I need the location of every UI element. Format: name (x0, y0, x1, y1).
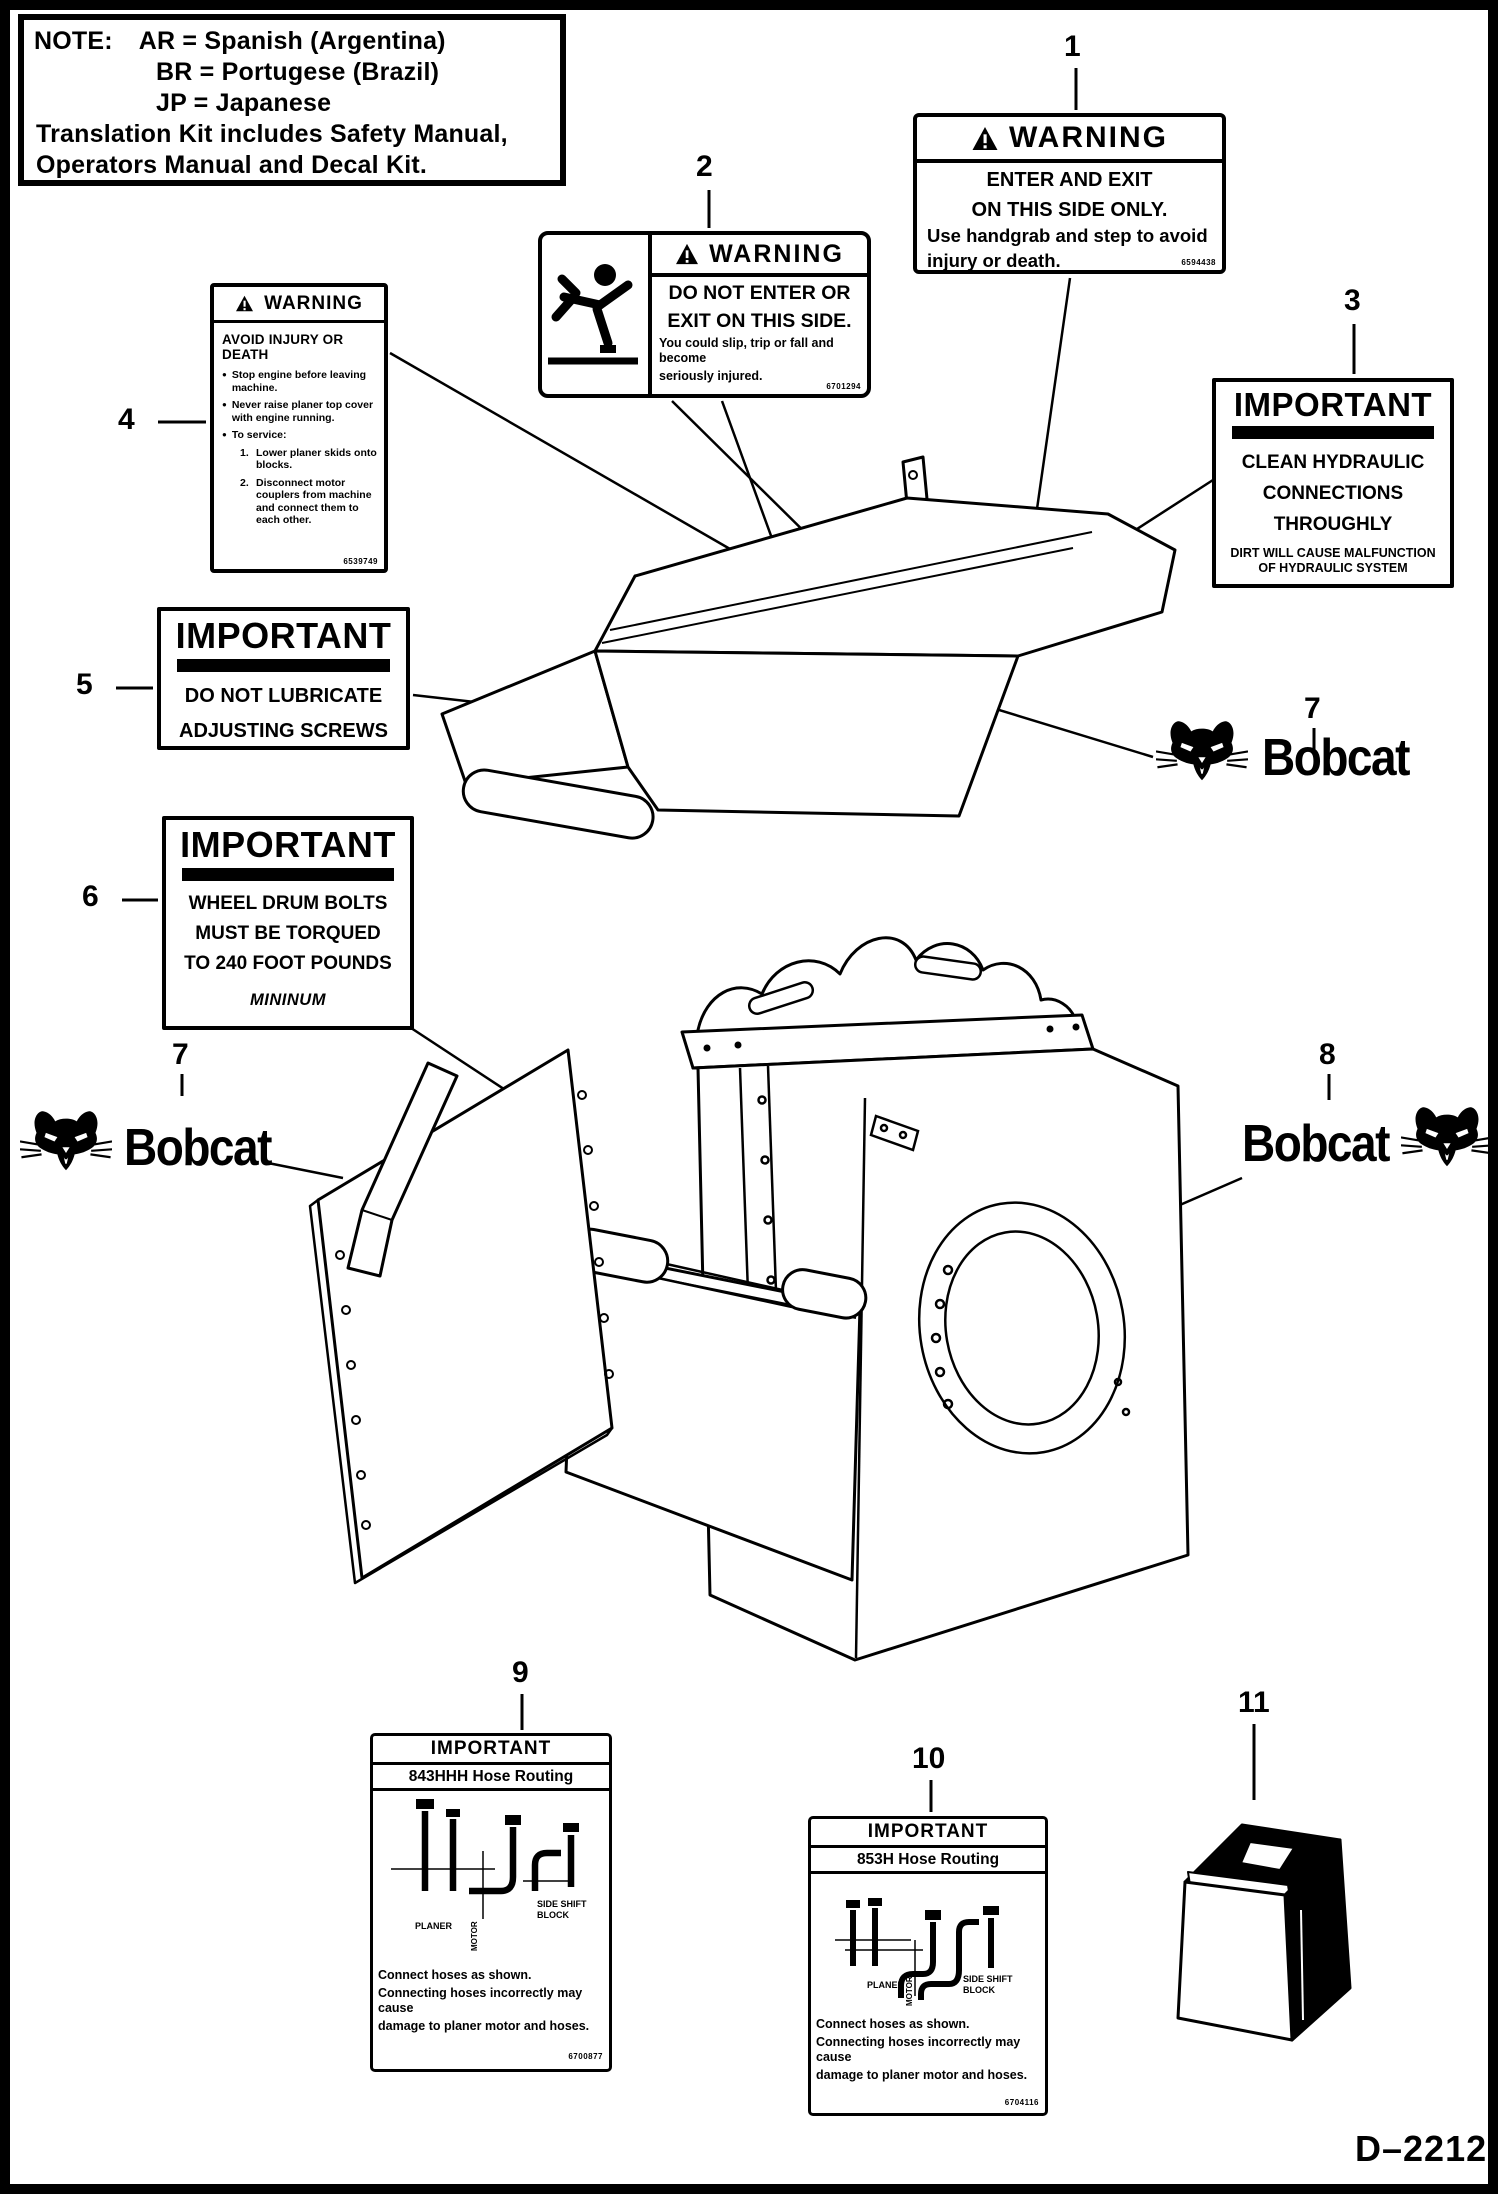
decal-header-text: WARNING (264, 292, 363, 314)
hose-label-planer: PLANER (415, 1921, 453, 1931)
step-text: Lower planer skids onto blocks. (256, 446, 377, 471)
callout-9: 9 (512, 1656, 529, 1689)
decal-bullet: ● Stop engine before leaving machine. (231, 369, 367, 394)
decal-line: ENTER AND EXIT (986, 169, 1153, 191)
decal-note-line: Connect hoses as shown. (378, 1968, 532, 1982)
bobcat-logo-7-right (1156, 716, 1409, 787)
decal-part-number: 6539749 (343, 557, 378, 566)
decal-line: seriously injured. (659, 369, 763, 383)
decal-header-text: IMPORTANT (1233, 386, 1433, 423)
decal-header-text: WARNING (1009, 121, 1168, 154)
decal-line: WHEEL DRUM BOLTS (188, 893, 388, 914)
decal-note-line: Connecting hoses incorrectly may cause (816, 2034, 1021, 2064)
step-number: 2. (240, 476, 249, 489)
divider-bar (1232, 426, 1434, 439)
bobcat-wordmark: Bobcat (1242, 1113, 1389, 1173)
decal-hose-routing-843 (370, 1733, 612, 2072)
decal-important-do-not-lubricate (157, 607, 410, 750)
front-plate-drawing (565, 1225, 869, 1580)
hose-label-block: BLOCK (963, 1985, 995, 1995)
decal-line: TO 240 FOOT POUNDS (184, 953, 392, 974)
hose-label-motor: MOTOR (470, 1921, 479, 1951)
decal-note-line: Connect hoses as shown. (816, 2017, 970, 2031)
decal-line: OF HYDRAULIC SYSTEM (1258, 561, 1408, 575)
step-number: 1. (240, 446, 249, 459)
step-text: Disconnect motor couplers from machine and connect them to each other. (256, 476, 372, 526)
decal-header-text: WARNING (709, 239, 844, 268)
decal-warning-enter-exit (913, 113, 1226, 274)
decal-header-text: IMPORTANT (180, 824, 396, 865)
callout-7b: 7 (172, 1038, 189, 1071)
decal-hose-routing-853 (808, 1816, 1048, 2116)
hose-routing-diagram (373, 1791, 609, 1961)
callout-11: 11 (1238, 1686, 1270, 1719)
decal-part-number: 6700877 (568, 2052, 603, 2061)
decal-line: EXIT ON THIS SIDE. (667, 310, 852, 332)
decal-line: ON THIS SIDE ONLY. (971, 199, 1168, 221)
callout-10: 10 (912, 1742, 946, 1775)
decal-line: Use handgrab and step to avoid (927, 225, 1208, 246)
note-line-jp: JP = Japanese (156, 89, 332, 117)
decal-header-text: IMPORTANT (811, 1819, 1045, 1848)
divider-bar (182, 868, 394, 881)
callout-8: 8 (1319, 1038, 1336, 1071)
decal-line: injury or death. (927, 250, 1061, 271)
bobcat-wordmark: Bobcat (1262, 727, 1409, 787)
hose-label-side-shift: SIDE SHIFT (963, 1974, 1013, 1984)
decal-line: CONNECTIONS (1262, 483, 1404, 504)
hose-label-block: BLOCK (537, 1910, 569, 1920)
decal-bullet: ● Never raise planer top cover with engine running. (231, 399, 374, 424)
bobcat-wordmark: Bobcat (124, 1117, 271, 1177)
decal-line: You could slip, trip or fall and become (659, 336, 834, 365)
note-box (18, 14, 566, 186)
callout-1: 1 (1064, 30, 1081, 63)
decal-line: CLEAN HYDRAULIC (1241, 452, 1425, 473)
decal-subheader-text: 843HHH Hose Routing (373, 1765, 609, 1791)
hose-label-planer: PLANER (867, 1980, 905, 1990)
decal-line: MUST BE TORQUED (195, 923, 381, 944)
decal-note-line: damage to planer motor and hoses. (816, 2067, 1028, 2082)
callout-6: 6 (82, 880, 99, 913)
bobcat-head-icon (1401, 1102, 1493, 1170)
callout-3: 3 (1344, 284, 1361, 317)
decal-note-line: Connecting hoses incorrectly may cause (378, 1985, 583, 2015)
decal-part-number: 6704116 (1004, 2098, 1039, 2107)
callout-7a: 7 (1304, 692, 1321, 725)
slipping-person-icon (542, 235, 644, 394)
decal-note-line: damage to planer motor and hoses. (378, 2018, 590, 2033)
decal-warning-do-not-enter (538, 231, 871, 398)
decal-line: THROUGHLY (1273, 514, 1393, 535)
decal-line: MININUM (250, 991, 326, 1009)
decal-important-clean-hydraulic (1212, 378, 1454, 588)
decal-header-text: IMPORTANT (373, 1736, 609, 1765)
decal-title: AVOID INJURY OR DEATH (222, 332, 344, 362)
decal-subheader-text: 853H Hose Routing (811, 1848, 1045, 1874)
hose-label-side-shift: SIDE SHIFT (537, 1899, 587, 1909)
note-line-4: Translation Kit includes Safety Manual, (36, 120, 508, 148)
decal-line: ADJUSTING SCREWS (179, 720, 388, 742)
side-panel-drawing (310, 1050, 612, 1583)
note-line-br: BR = Portugese (Brazil) (156, 58, 440, 86)
slip-pictogram-panel (542, 235, 652, 394)
decal-header-text: IMPORTANT (175, 615, 392, 656)
decal-line: DO NOT ENTER OR (668, 282, 851, 304)
warning-triangle-icon (675, 243, 699, 265)
hose-label-motor: MOTOR (905, 1976, 914, 2006)
bobcat-logo-8 (1242, 1102, 1493, 1173)
doc-number: D–2212 (1355, 2128, 1488, 2169)
decal-bullet: ● To service: (231, 429, 287, 441)
callout-2: 2 (696, 150, 713, 183)
decal-warning-avoid-injury (210, 283, 388, 573)
decal-important-wheel-drum (162, 816, 414, 1030)
note-line-ar: AR = Spanish (Argentina) (138, 27, 446, 55)
decal-part-number: 6701294 (826, 382, 861, 391)
bobcat-head-icon (1156, 716, 1248, 784)
decal-line: DO NOT LUBRICATE (184, 685, 383, 707)
callout-5: 5 (76, 668, 93, 701)
planer-top-cover-drawing (442, 457, 1175, 841)
hose-routing-diagram (811, 1874, 1045, 2010)
callout-4: 4 (118, 403, 135, 436)
decal-line: DIRT WILL CAUSE MALFUNCTION (1230, 546, 1436, 560)
decal-part-number: 6594438 (1181, 258, 1216, 267)
warning-triangle-icon (235, 295, 254, 312)
bobcat-logo-7-left (20, 1106, 271, 1177)
divider-bar (177, 659, 390, 672)
bobcat-head-icon (20, 1106, 112, 1174)
decal-kit-box-drawing (1178, 1825, 1350, 2040)
note-prefix: NOTE: (34, 27, 113, 55)
note-line-5: Operators Manual and Decal Kit. (36, 151, 428, 179)
warning-triangle-icon (971, 126, 999, 151)
